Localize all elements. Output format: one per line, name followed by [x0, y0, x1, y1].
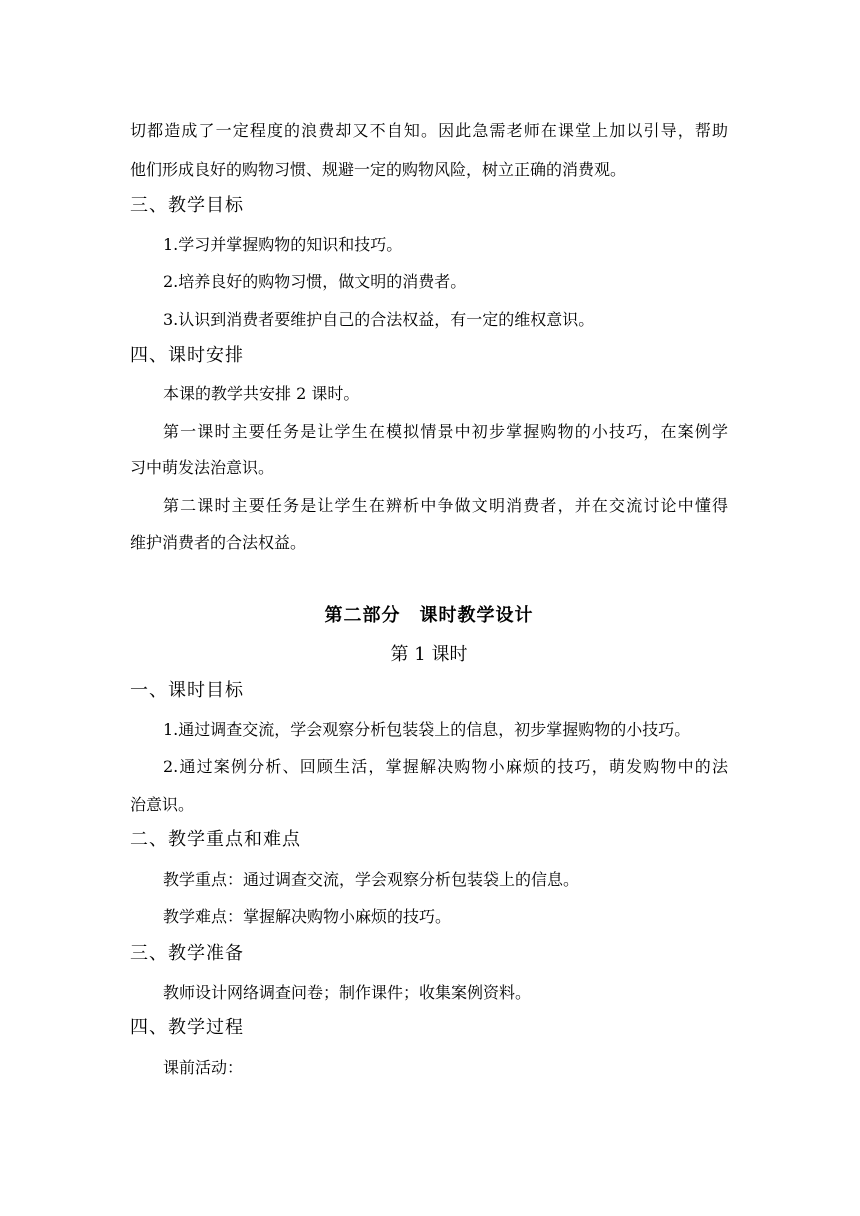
schedule-paragraph-2-line-1: 第一课时主要任务是让学生在模拟情景中初步掌握购物的小技巧，在案例学 — [163, 422, 728, 441]
section-heading-key-points: 二、教学重点和难点 — [130, 829, 301, 850]
preparation-text: 教师设计网络调查问卷；制作课件；收集案例资料。 — [163, 983, 532, 1002]
schedule-paragraph-2-line-2: 习中萌发法治意识。 — [130, 458, 275, 477]
lesson-goal-item-2-line-1: 2.通过案例分析、回顾生活，掌握解决购物小麻烦的技巧，萌发购物中的法 — [163, 757, 728, 776]
lesson-title: 第 1 课时 — [390, 644, 468, 665]
goal-item-1: 1.学习并掌握购物的知识和技巧。 — [163, 235, 403, 254]
section-heading-lesson-goals: 一、课时目标 — [130, 680, 244, 701]
schedule-paragraph-3-line-1: 第二课时主要任务是让学生在辨析中争做文明消费者，并在交流讨论中懂得 — [163, 496, 728, 515]
lesson-goal-item-1: 1.通过调查交流，学会观察分析包装袋上的信息，初步掌握购物的小技巧。 — [163, 720, 691, 739]
lesson-goal-item-2-line-2: 治意识。 — [130, 795, 195, 814]
section-heading-preparation: 三、教学准备 — [130, 943, 244, 964]
difficulty-text: 教学难点：掌握解决购物小麻烦的技巧。 — [163, 907, 452, 926]
intro-line-1: 切都造成了一定程度的浪费却又不自知。因此急需老师在课堂上加以引导，帮助 — [130, 121, 728, 140]
section-heading-teaching-goals: 三、教学目标 — [130, 195, 244, 216]
section-heading-process: 四、教学过程 — [130, 1017, 244, 1038]
section-heading-schedule: 四、课时安排 — [130, 345, 244, 366]
goal-item-3: 3.认识到消费者要维护自己的合法权益，有一定的维权意识。 — [163, 310, 595, 329]
key-point-text: 教学重点：通过调查交流，学会观察分析包装袋上的信息。 — [163, 870, 580, 889]
pre-activity-label: 课前活动： — [163, 1058, 244, 1077]
intro-line-2: 他们形成良好的购物习惯、规避一定的购物风险，树立正确的消费观。 — [130, 160, 627, 179]
goal-item-2: 2.培养良好的购物习惯，做文明的消费者。 — [163, 272, 467, 291]
part-two-title: 第二部分 课时教学设计 — [324, 605, 534, 626]
schedule-paragraph-3-line-2: 维护消费者的合法权益。 — [130, 533, 307, 552]
schedule-paragraph-1: 本课的教学共安排 2 课时。 — [163, 384, 360, 403]
